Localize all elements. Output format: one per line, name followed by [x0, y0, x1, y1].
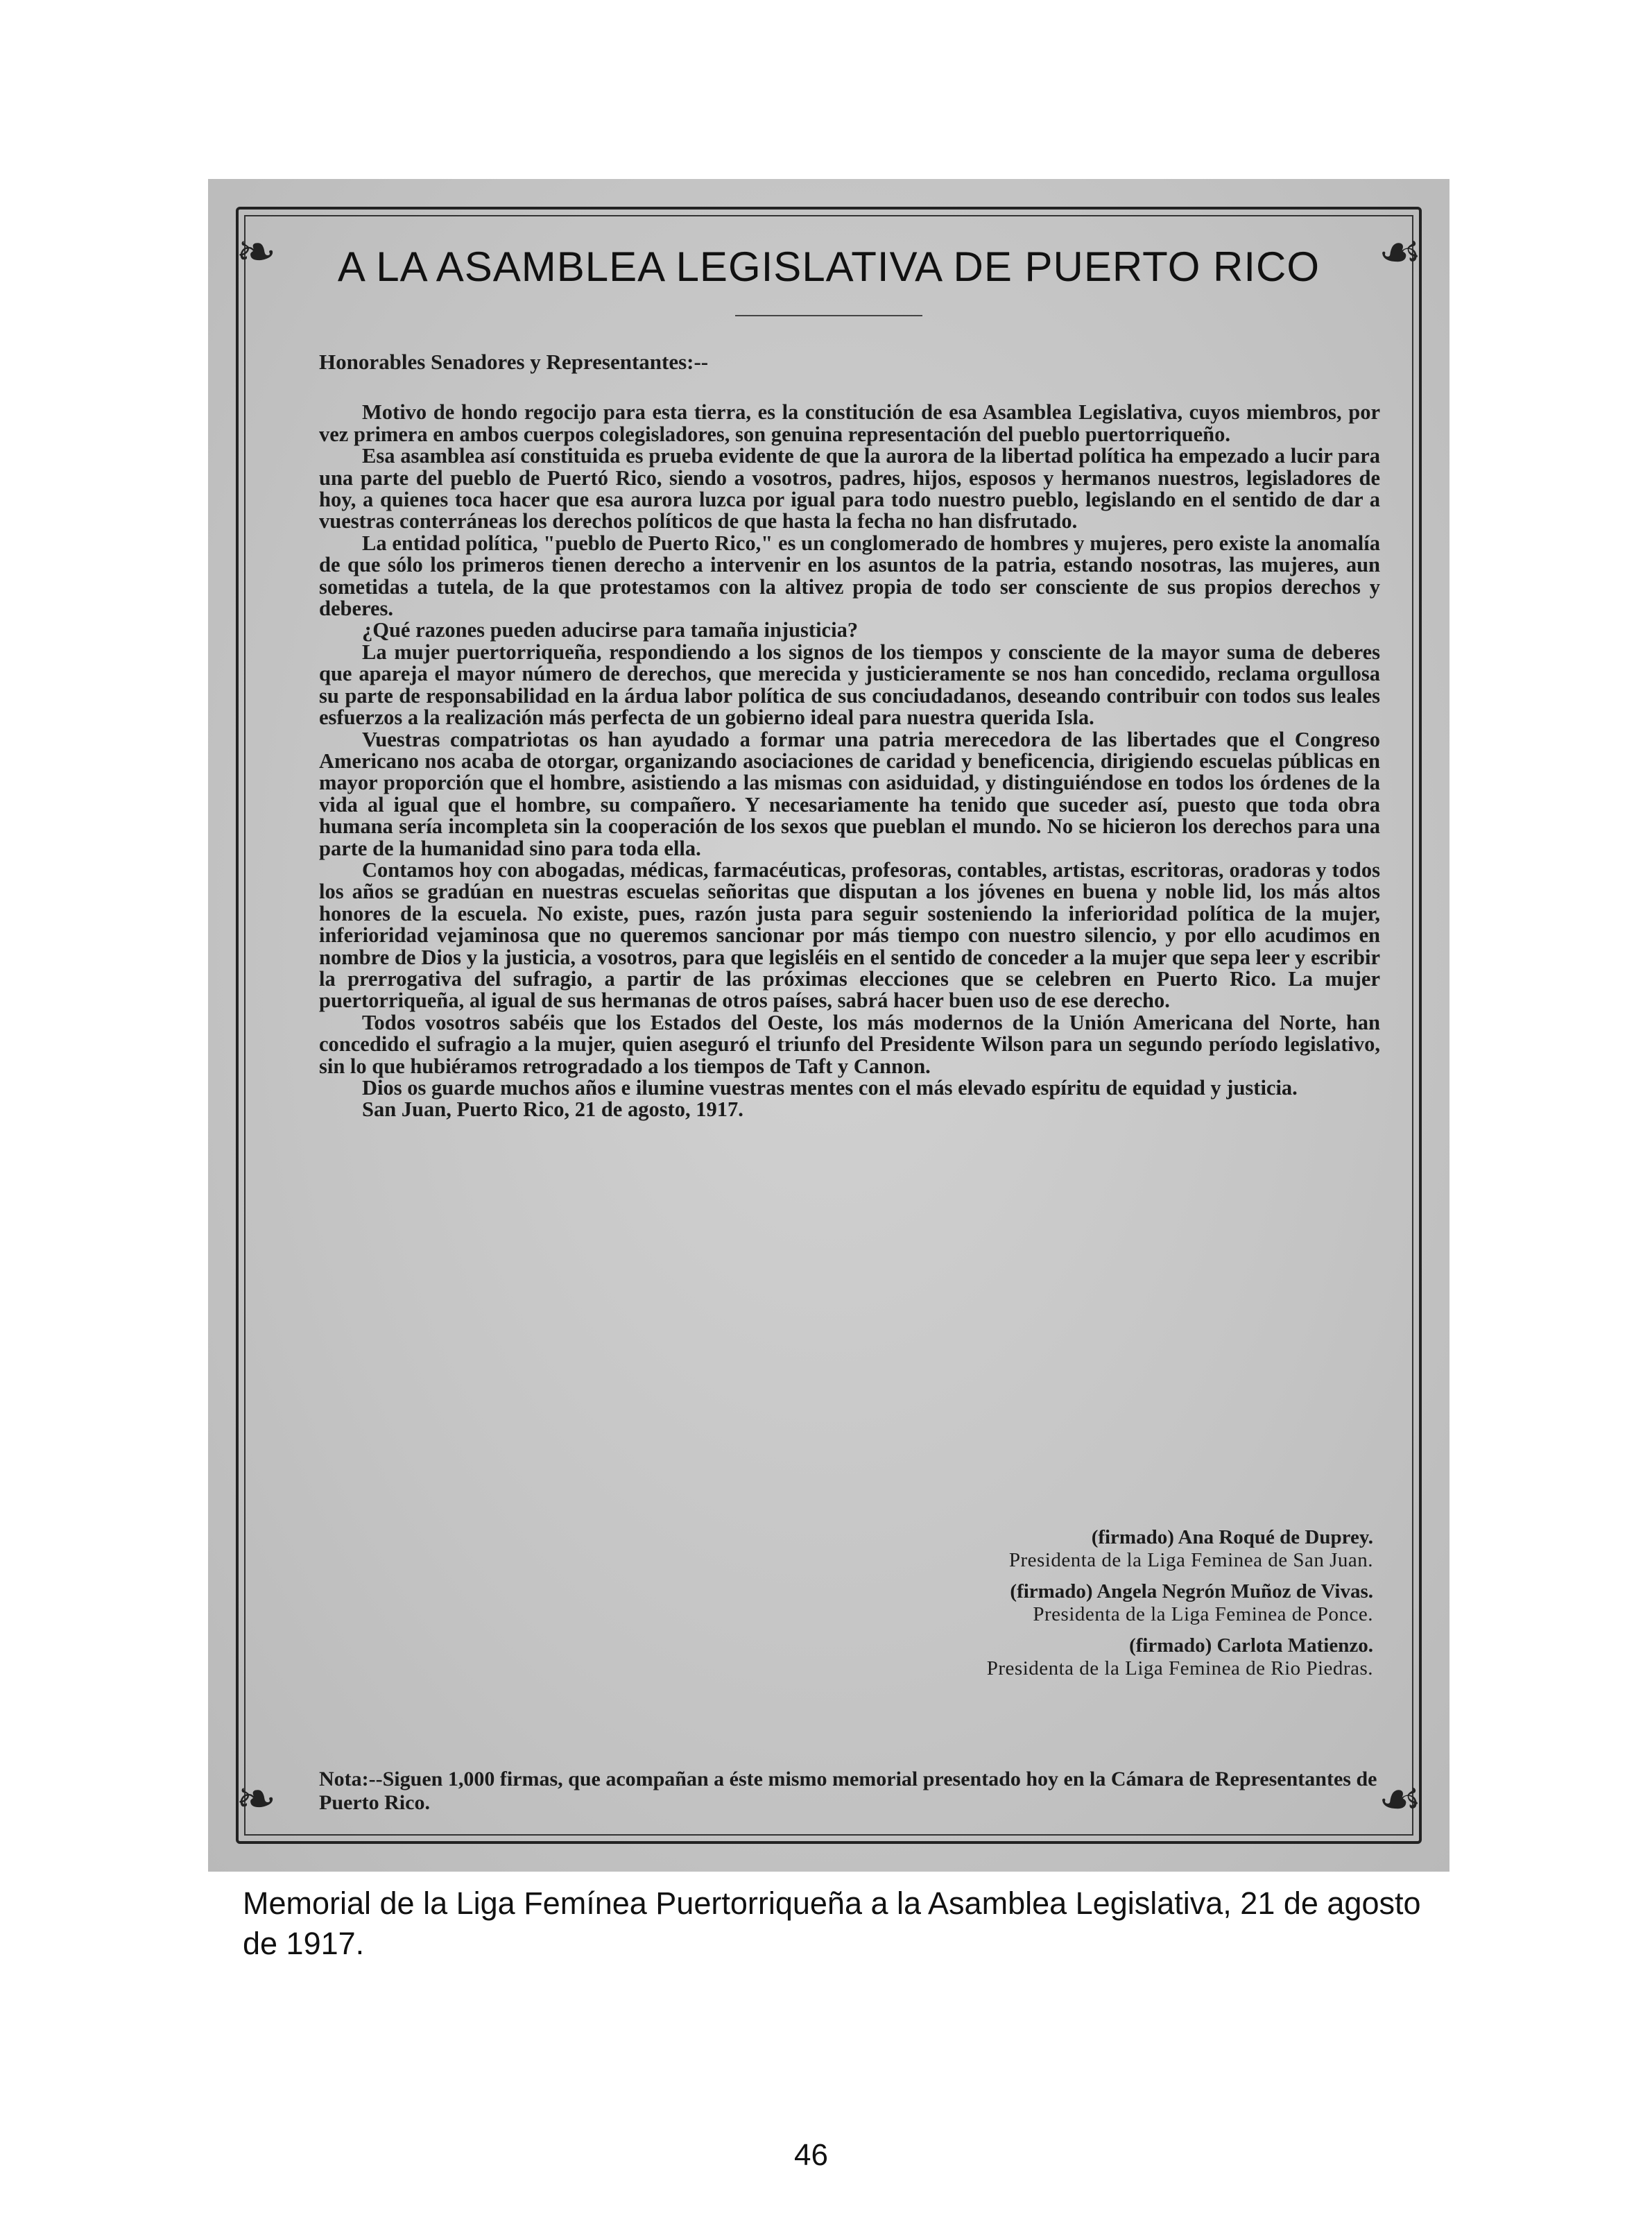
memorial-body: [319, 351, 1380, 1121]
figure-caption: Memorial de la Liga Femínea Puertorriqueña a la Asamblea Legislativa, 21 de agosto de 1917.: [243, 1886, 1421, 1961]
signatory-role: Presidenta de la Liga Feminea de San Juan.: [1008, 1549, 1373, 1571]
flourish-bottom-right-icon: ☙: [1378, 1770, 1422, 1827]
paragraph: La entidad política, "pueblo de Puerto Rico," es un conglomerado de hombres y mujeres, pero existe la anomalía de que sólo los primeros tienen derecho a intervenir en los asuntos de la patria, estando nosotras, las mujeres, aun sometidas a tutela, de la que protestamos con la altivez propia de todo ser consciente de sus propios derechos y deberes.: [319, 531, 1380, 621]
signatory-role: Presidenta de la Liga Feminea de Rio Piedras.: [986, 1657, 1373, 1679]
flourish-bottom-left-icon: ❧: [236, 1770, 277, 1827]
date-line: San Juan, Puerto Rico, 21 de agosto, 1917.: [362, 1097, 743, 1122]
flourish-top-left-icon: ❧: [236, 223, 277, 280]
page-number: 46: [794, 2138, 828, 2172]
signature-block: [846, 1526, 1373, 1572]
title-divider: [735, 315, 922, 316]
paragraph: Dios os guarde muchos años e ilumine vuestras mentes con el más elevado espíritu de equidad y justicia.: [362, 1076, 1298, 1100]
paragraph: ¿Qué razones pueden aducirse para tamaña injusticia?: [362, 618, 859, 642]
paragraph: Contamos hoy con abogadas, médicas, farmacéuticas, profesoras, contables, artistas, escritoras, oradoras y todos los años se gradúan en nuestras escuelas señoritas que disputan a los jóvenes en buena y noble lid, los más altos honores de la escuela. No existe, pues, razón justa para seguir sosteniendo la inferioridad política de la mujer, inferioridad vejaminosa que no queremos sancionar por más tiempo con nuestro silencio, y por ello acudimos en nombre de Dios y la justicia, a vosotros, para que legisléis en el sentido de conceder a la mujer que sepa leer y escribir la prerrogativa del sufragio, a partir de las próximas elecciones que se celebren en Puerto Rico. La mujer puertorriqueña, al igual de sus hermanas de otros países, sabrá hacer buen uso de ese derecho.: [319, 857, 1380, 1013]
signatory-name: (firmado) Angela Negrón Muñoz de Vivas.: [1010, 1580, 1373, 1602]
signature-block: [846, 1634, 1373, 1680]
signature-block: [846, 1580, 1373, 1626]
signature-list: [846, 1526, 1373, 1688]
salutation: Honorables Senadores y Representantes:--: [319, 350, 709, 374]
signatory-name: (firmado) Carlota Matienzo.: [1129, 1634, 1373, 1657]
flourish-top-right-icon: ☙: [1378, 223, 1422, 280]
footnote: Nota:--Siguen 1,000 firmas, que acompañan a éste mismo memorial presentado hoy en la Cámara de Representantes de Puerto Rico.: [319, 1768, 1377, 1814]
signatory-role: Presidenta de la Liga Feminea de Ponce.: [1033, 1603, 1373, 1625]
signatory-name: (firmado) Ana Roqué de Duprey.: [1091, 1526, 1373, 1548]
paragraph: Motivo de hondo regocijo para esta tierra, es la constitución de esa Asamblea Legislativa, cuyos miembros, por vez primera en ambos cuerpos colegisladores, son genuina representación del pueblo puertorriqueño.: [319, 400, 1380, 446]
scanned-memorial: [208, 179, 1449, 1872]
paragraph: Esa asamblea así constituida es prueba evidente de que la aurora de la libertad política ha empezado a lucir para una parte del pueblo de Puertó Rico, siendo a vosotros, padres, hijos, esposos y hermanos nuestros, legisladores de hoy, a quienes toca hacer que esa aurora luzca por igual para todo nuestro pueblo, legislando en el sentido de dar a vuestras conterráneas los derechos políticos de que hasta la fecha no han disfrutado.: [319, 444, 1380, 533]
paragraph: Vuestras compatriotas os han ayudado a formar una patria merecedora de las libertades que el Congreso Americano nos acaba de otorgar, organizando asociaciones de caridad y beneficencia, dirigiendo escuelas públicas en mayor proporción que el hombre, asistiendo a las mismas con asiduidad, y distinguiéndose en todos los órdenes de la vida al igual que el hombre, su compañero. Y necesariamente ha tenido que suceder así, puesto que toda obra humana sería incompleta sin la cooperación de los sexos que pueblan el mundo. No se hicieron los derechos para una parte de la humanidad sino para toda ella.: [319, 727, 1380, 860]
document-title: A LA ASAMBLEA LEGISLATIVA DE PUERTO RICO: [337, 243, 1320, 290]
paragraph: La mujer puertorriqueña, respondiendo a los signos de los tiempos y consciente de la mayor suma de deberes que apareja el mayor número de derechos, que merecida y justicieramente se nos han concedido, reclama orgullosa su parte de responsabilidad en la árdua labor política de sus conciudadanos, deseando contribuir con todos sus leales esfuerzos a la realización más perfecta de un gobierno ideal para nuestra querida Isla.: [319, 640, 1380, 730]
paragraph: Todos vosotros sabéis que los Estados del Oeste, los más modernos de la Unión Americana del Norte, han concedido el sufragio a la mujer, quien aseguró el triunfo del Presidente Wilson para un segundo período legislativo, sin lo que hubiéramos retrogradado a los tiempos de Taft y Cannon.: [319, 1010, 1380, 1078]
